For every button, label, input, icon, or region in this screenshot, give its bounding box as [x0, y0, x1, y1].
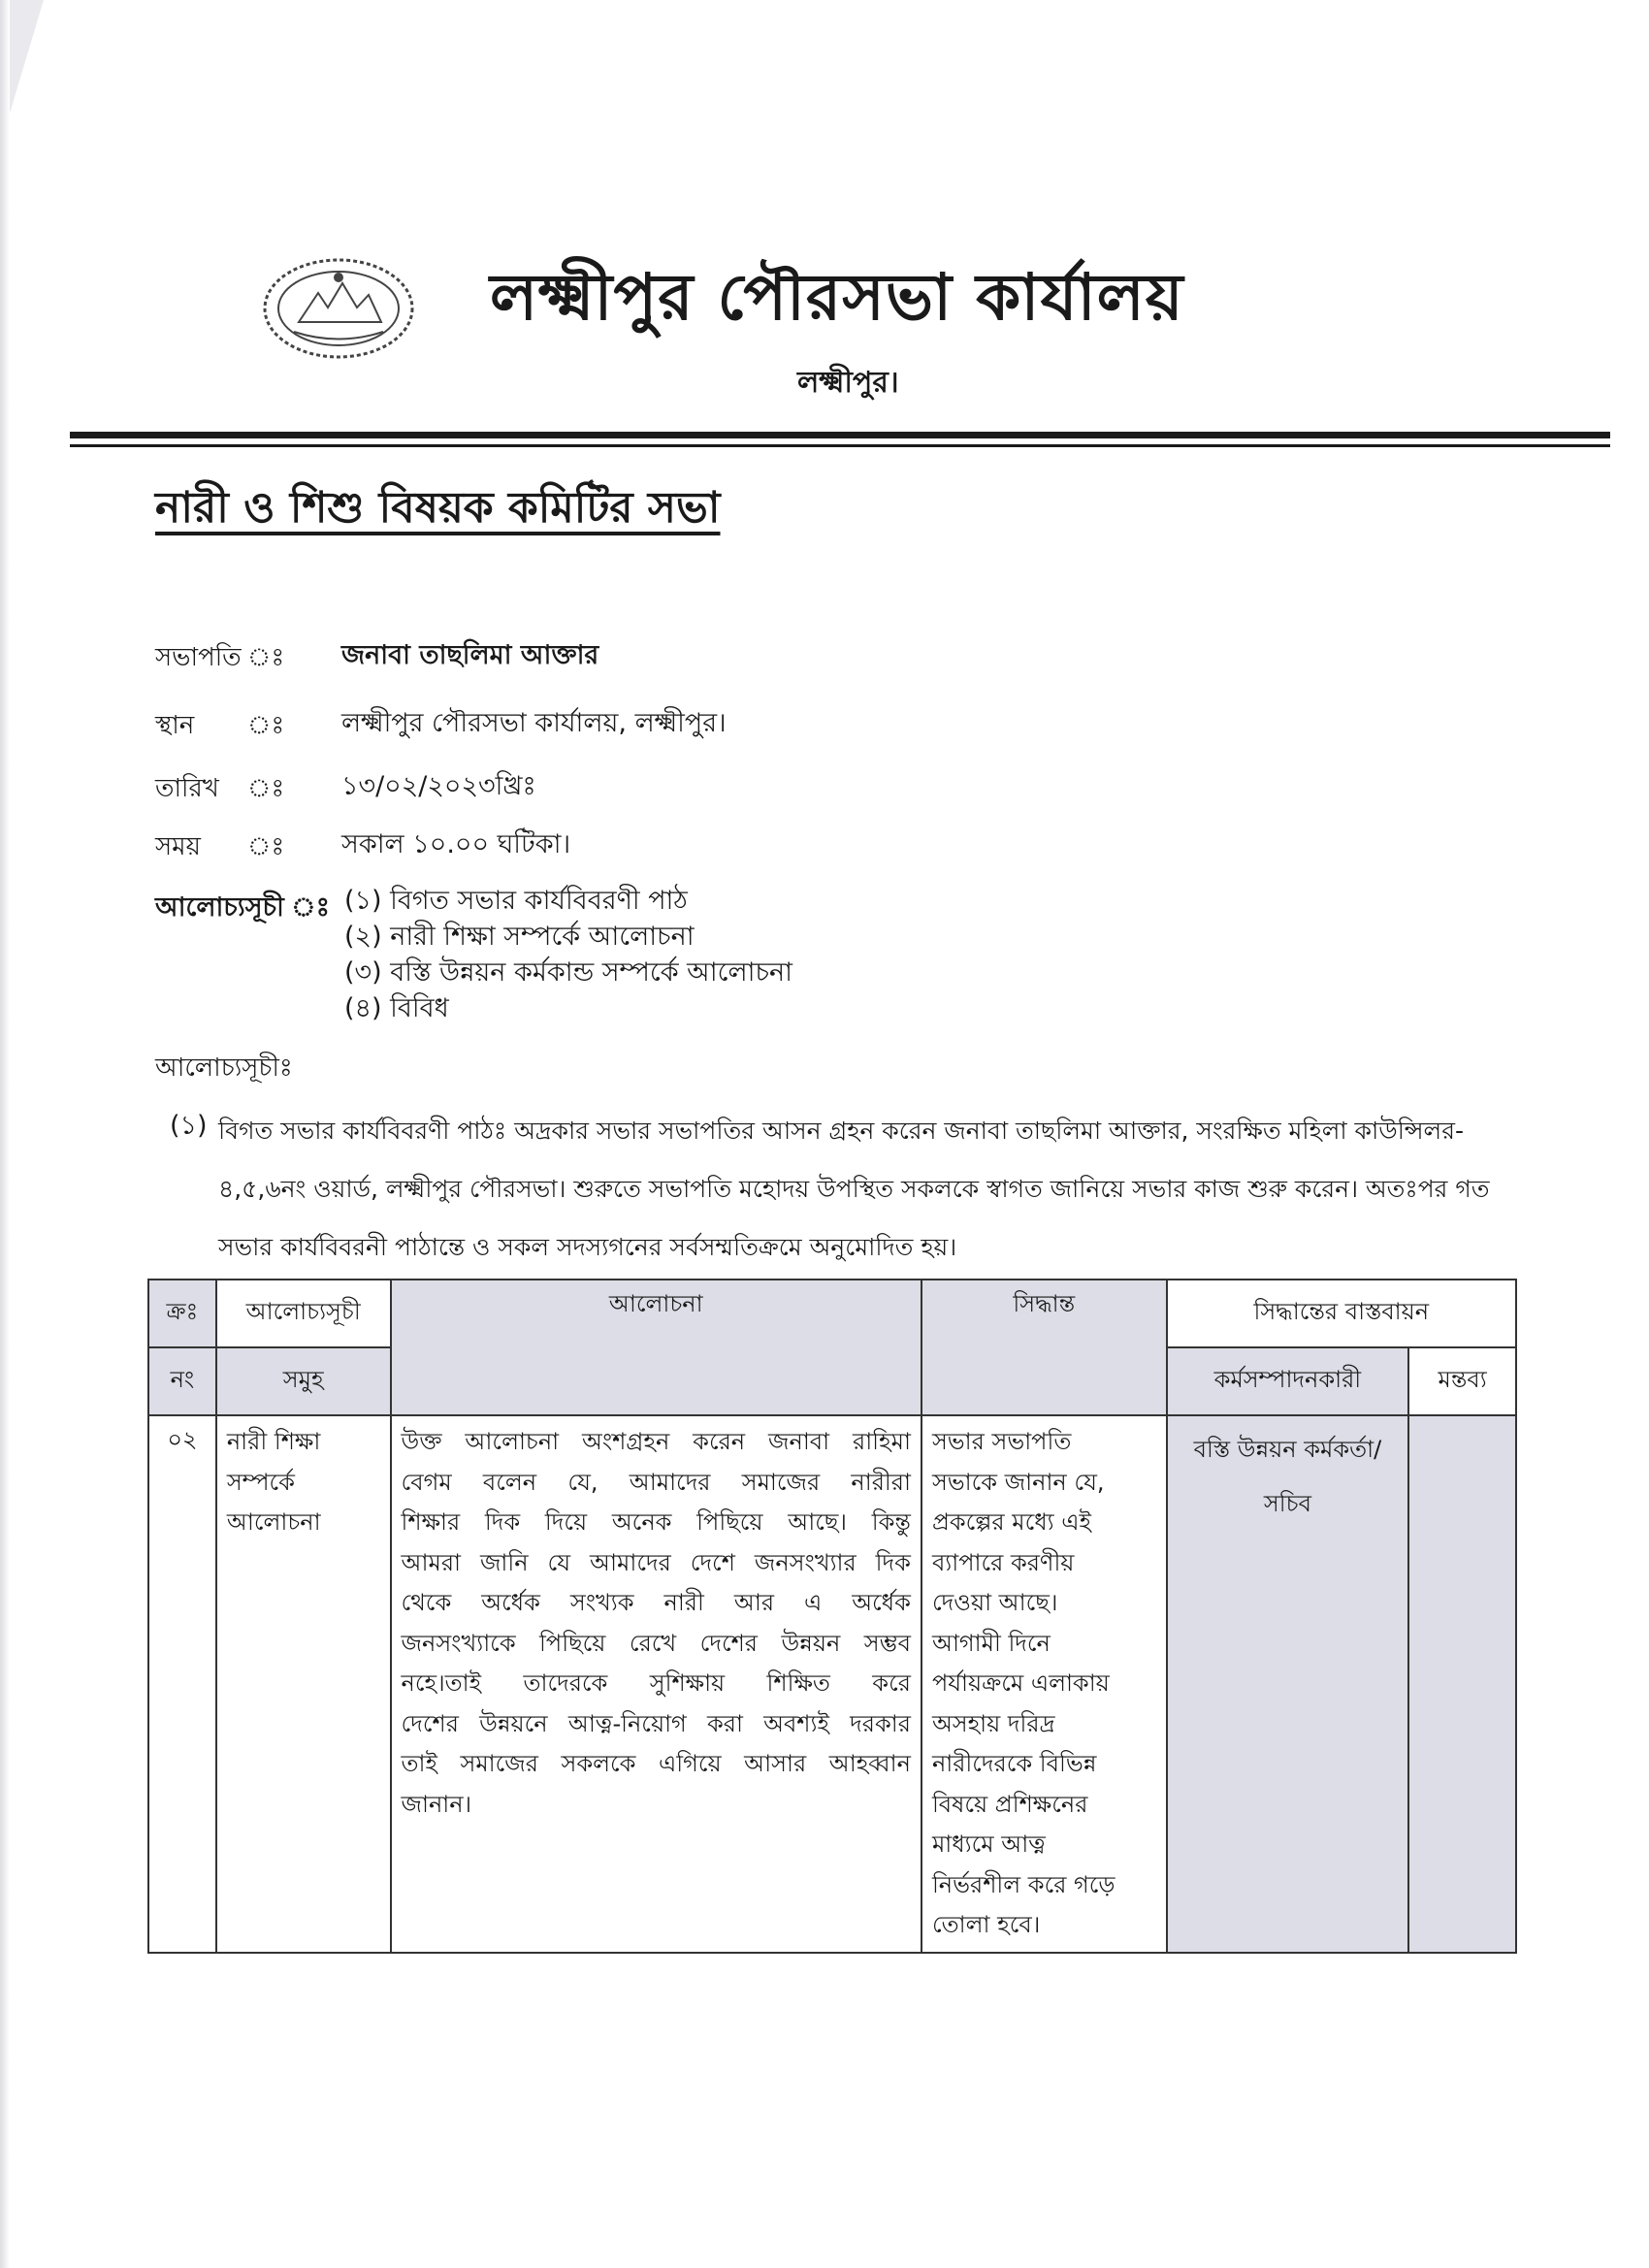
header-rule-thick — [70, 432, 1610, 438]
table-row — [148, 1415, 1516, 1953]
date-value: ১৩/০২/২০২৩খ্রিঃ — [341, 771, 536, 801]
decision-line: আগামী দিনে — [931, 1629, 1051, 1657]
row-remarks — [1408, 1415, 1516, 1953]
implementer-line: সচিব — [1263, 1490, 1311, 1517]
chair-value: জনাবা তাছলিমা আক্তার — [341, 640, 599, 670]
row-discussion — [391, 1415, 922, 1953]
chair-colon: ঃ — [247, 643, 285, 672]
agenda-label: আলোচ্যসূচী ঃ — [155, 892, 330, 923]
municipality-seal-icon — [260, 254, 417, 363]
paragraph-line: সভার কার্যবিবরনী পাঠান্তে ও সকল সদস্যগনের সর্বসম্মতিক্রমে অনুমোদিত হয়। — [218, 1233, 957, 1261]
discussion-line: শিক্ষার দিক দিয়ে অনেক পিছিয়ে আছে। কিন্তু — [401, 1508, 911, 1536]
decision-line: দেওয়া আছে। — [931, 1589, 1058, 1616]
header-agenda-bottom: সমুহ — [216, 1347, 391, 1415]
decision-line: নির্ভরশীল করে গড়ে — [931, 1870, 1116, 1898]
header-agenda-top: আলোচ্যসূচী — [216, 1280, 391, 1347]
place-value: লক্ষ্মীপুর পৌরসভা কার্যালয়, লক্ষ্মীপুর। — [341, 708, 727, 738]
decision-line: অসহায় দরিদ্র — [931, 1709, 1055, 1737]
decision-line: তোলা হবে। — [931, 1911, 1041, 1938]
header-serial-bottom: নং — [148, 1347, 216, 1415]
header-serial-top: ক্রঃ — [148, 1280, 216, 1347]
row-decision — [922, 1415, 1167, 1953]
decision-line: সভাকে জানান যে, — [931, 1468, 1105, 1496]
discussion-line: বেগম বলেন যে, আমাদের সমাজের নারীরা — [401, 1468, 911, 1496]
page-edge-shadow — [0, 0, 10, 2268]
paragraph-number: (১) — [170, 1111, 208, 1141]
discussion-line: থেকে অর্ধেক সংখ্যক নারী আর এ অর্ধেক — [401, 1589, 911, 1616]
discussion-line: তাই সমাজের সকলকে এগিয়ে আসার আহব্বান — [401, 1750, 911, 1777]
row-agenda-line: আলোচনা — [226, 1508, 321, 1536]
decision-line: মাধ্যমে আত্ন — [931, 1831, 1046, 1858]
time-value: সকাল ১০.০০ ঘটিকা। — [341, 829, 571, 859]
time-label: সময় — [155, 832, 201, 861]
agenda-item: (১) বিগত সভার কার্যবিবরণী পাঠ — [344, 886, 688, 916]
discussion-line: জনসংখ্যাকে পিছিয়ে রেখে দেশের উন্নয়ন সম্ভব — [401, 1629, 911, 1657]
header-implementer: কর্মসম্পাদনকারী — [1167, 1347, 1409, 1415]
row-agenda — [216, 1415, 391, 1953]
time-colon: ঃ — [247, 832, 285, 861]
decision-line: সভার সভাপতি — [931, 1428, 1072, 1455]
row-agenda-line: নারী শিক্ষা — [226, 1428, 321, 1455]
discussion-line: উক্ত আলোচনা অংশগ্রহন করেন জনাবা রাহিমা — [401, 1428, 911, 1455]
decision-line: বিষয়ে প্রশিক্ষনের — [931, 1790, 1088, 1818]
row-implementer — [1167, 1415, 1409, 1953]
row-serial: ০২ — [148, 1415, 216, 1953]
meeting-title: নারী ও শিশু বিষয়ক কমিটির সভা — [155, 483, 721, 533]
agenda-list — [344, 883, 792, 1026]
header-decision: সিদ্ধান্ত — [922, 1280, 1167, 1415]
implementer-line: বস্তি উন্নয়ন কর্মকর্তা/ — [1193, 1436, 1382, 1463]
paragraph-line: বিগত সভার কার্যবিবরণী পাঠঃ অদ্রকার সভার সভাপতির আসন গ্রহন করেন জনাবা তাছলিমা আক্তার, সংরক্ষিত মহিলা কাউন্সিলর- — [218, 1117, 1464, 1145]
header-remarks: মন্তব্য — [1408, 1347, 1516, 1415]
discussion-line: দেশের উন্নয়নে আত্ন-নিয়োগ করা অবশ্যই দরকার — [401, 1709, 911, 1737]
header-rule-thin — [70, 444, 1610, 447]
paragraph-line: ৪,৫,৬নং ওয়ার্ড, লক্ষ্মীপুর পৌরসভা। শুরুতে সভাপতি মহোদয় উপস্থিত সকলকে স্বাগত জানিয়ে সভার কাজ শুরু করেন। অতঃপর গত — [218, 1175, 1490, 1203]
header-discussion: আলোচনা — [391, 1280, 922, 1415]
decision-line: প্রকল্পের মধ্যে এই — [931, 1508, 1092, 1536]
header-implementation: সিদ্ধান্তের বাস্তবায়ন — [1167, 1280, 1516, 1347]
discussion-line: আমরা জানি যে আমাদের দেশে জনসংখ্যার দিক — [401, 1548, 911, 1576]
place-label: স্থান — [155, 711, 195, 740]
discussion-line: জানান। — [401, 1790, 472, 1818]
minutes-table — [147, 1279, 1517, 1954]
row-agenda-line: সম্পর্কে — [226, 1468, 295, 1496]
decision-line: নারীদেরকে বিভিন্ন — [931, 1750, 1097, 1777]
office-title: লক্ষ্মীপুর পৌরসভা কার্যালয় — [490, 260, 1184, 335]
agenda-item: (২) নারী শিক্ষা সম্পর্কে আলোচনা — [344, 922, 695, 952]
chair-label: সভাপতি — [155, 643, 242, 672]
place-colon: ঃ — [247, 711, 285, 740]
office-location: লক্ষ্মীপুর। — [797, 366, 899, 400]
agenda-heading: আলোচ্যসূচীঃ — [155, 1053, 293, 1083]
agenda-item: (৪) বিবিধ — [344, 993, 449, 1023]
date-label: তারিখ — [155, 774, 219, 803]
agenda-item: (৩) বস্তি উন্নয়ন কর্মকান্ড সম্পর্কে আলোচনা — [344, 957, 792, 988]
date-colon: ঃ — [247, 774, 285, 803]
minutes-paragraph — [218, 1102, 1586, 1277]
decision-line: ব্যাপারে করণীয় — [931, 1548, 1075, 1576]
discussion-line: নহে।তাই তাদেরকে সুশিক্ষায় শিক্ষিত করে — [401, 1669, 911, 1697]
decision-line: পর্যায়ক্রমে এলাকায় — [931, 1669, 1110, 1697]
